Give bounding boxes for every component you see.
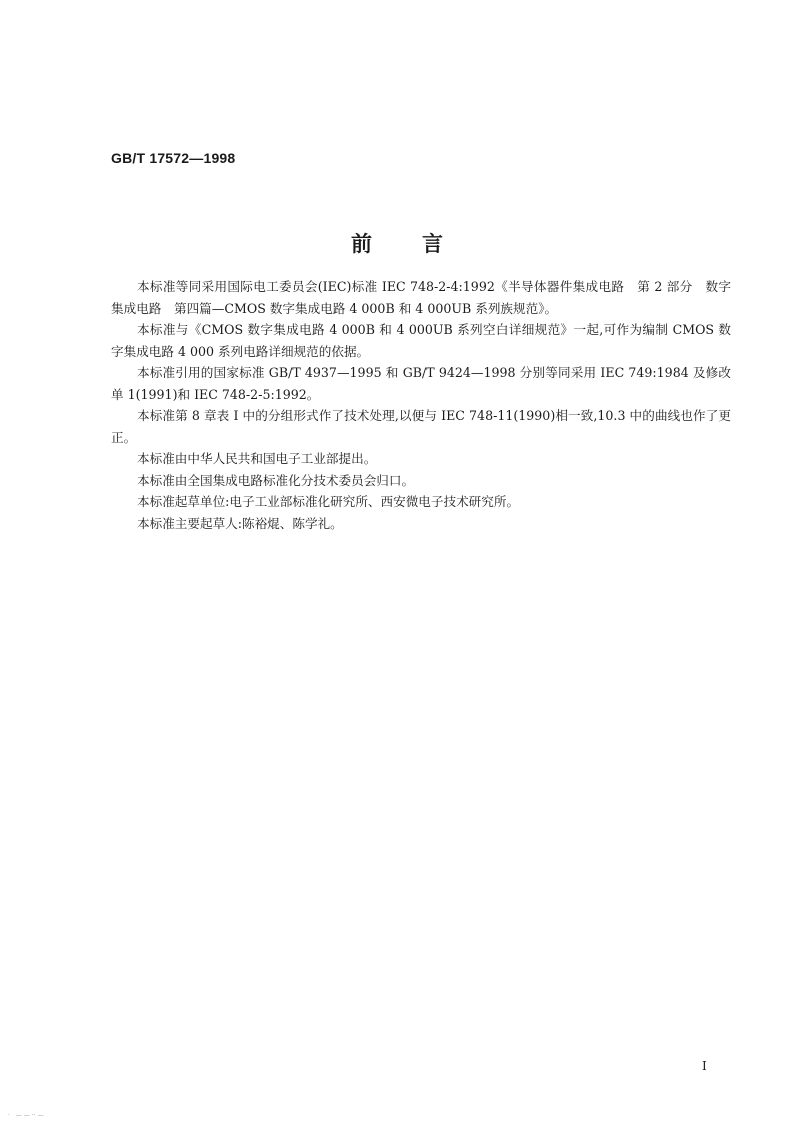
page-number: I — [702, 1059, 707, 1073]
preface-paragraph: 本标准引用的国家标准 GB/T 4937—1995 和 GB/T 9424—1998 分别等同采用 IEC 749:1984 及修改单 1(1991)和 IEC 748-2-5:1992。 — [111, 365, 731, 402]
preface-body — [111, 276, 731, 534]
preface-paragraph: 本标准起草单位:电子工业部标准化研究所、西安微电子技术研究所。 — [137, 494, 520, 509]
preface-paragraph: 本标准第 8 章表 I 中的分组形式作了技术处理,以便与 IEC 748-11(1990)相一致,10.3 中的曲线也作了更正。 — [111, 408, 731, 445]
preface-paragraph: 本标准主要起草人:陈裕焜、陈学礼。 — [137, 515, 343, 531]
preface-title-char-1: 前 — [351, 232, 372, 256]
preface-paragraph: 本标准由中华人民共和国电子工业部提出。 — [137, 451, 377, 466]
preface-paragraph: 本标准等同采用国际电工委员会(IEC)标准 IEC 748-2-4:1992《半导体器件集成电路 第 2 部分 数字集成电路 第四篇—CMOS 数字集成电路 4 000B 和 4 000UB 系列族规范》。 — [111, 279, 731, 316]
standard-number: GB/T 17572—1998 — [111, 150, 236, 166]
preface-paragraph: 本标准与《CMOS 数字集成电路 4 000B 和 4 000UB 系列空白详细规范》一起,可作为编制 CMOS 数字集成电路 4 000 系列电路详细规范的依据。 — [111, 322, 731, 359]
preface-title-char-2: 言 — [422, 232, 443, 256]
preface-paragraph: 本标准由全国集成电路标准化分技术委员会归口。 — [137, 472, 415, 488]
scan-artifact: · — — ·· — — [8, 1112, 44, 1119]
preface-title — [0, 228, 794, 258]
